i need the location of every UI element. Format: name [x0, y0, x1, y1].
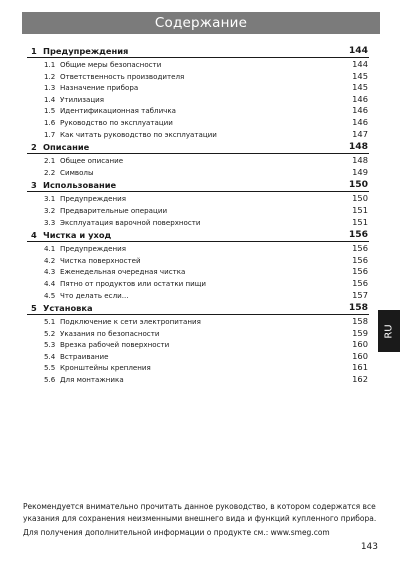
toc-entry[interactable] [27, 328, 369, 340]
toc-entry-title: Кронштейны крепления [60, 363, 151, 373]
toc-section-number: 4 [31, 230, 37, 241]
toc-entry-number: 1.4 [44, 94, 56, 104]
toc-entry-page: 160 [352, 339, 368, 350]
toc-entry-title-group [44, 351, 109, 363]
toc-section [27, 141, 369, 178]
toc-entry-title-group [44, 278, 206, 290]
toc-section-page: 156 [348, 229, 368, 241]
toc-entry-title-group [44, 339, 169, 351]
toc-entry-page: 147 [352, 128, 368, 139]
toc-entry-title: Предварительные операции [60, 205, 168, 215]
toc-entry-page: 157 [352, 289, 368, 300]
toc-entry[interactable] [27, 351, 369, 363]
toc-entry-title: Предупреждения [60, 194, 126, 204]
toc-entry-number: 1.3 [44, 83, 56, 93]
toc-section-page: 150 [348, 179, 368, 191]
toc-entry-title: Общее описание [60, 156, 124, 166]
toc-entry-title: Общие меры безопасности [60, 60, 162, 69]
toc-entry-title: Для монтажника [60, 375, 124, 385]
toc-entry-number: 4.4 [44, 278, 56, 288]
toc-entry-title: Идентификационная табличка [60, 106, 177, 116]
toc-entry[interactable] [27, 362, 369, 374]
toc-section [27, 302, 369, 386]
toc-entry-number: 5.6 [44, 375, 56, 385]
toc-entry[interactable] [27, 193, 369, 205]
toc-entry-title-group [44, 290, 128, 302]
toc-entry[interactable] [27, 316, 369, 328]
toc-section-heading[interactable] [27, 141, 369, 154]
toc-entry[interactable] [27, 205, 369, 217]
toc-entry-number: 1.1 [44, 60, 56, 69]
toc-entry[interactable] [27, 339, 369, 351]
toc-entry-title-group [44, 362, 151, 374]
toc-entry[interactable] [27, 290, 369, 302]
toc-entry-number: 3.2 [44, 205, 56, 215]
toc-entry-title-group [44, 266, 185, 278]
toc-entry-number: 1.7 [44, 129, 56, 139]
toc-entry-title: Указания по безопасности [60, 328, 160, 338]
toc-entry-page: 156 [352, 266, 368, 277]
toc-entry-page: 146 [352, 116, 368, 127]
toc-entry-title-group [44, 374, 124, 386]
toc-entry-page: 146 [352, 105, 368, 116]
toc-entry[interactable] [27, 266, 369, 278]
toc-entry-page: 162 [352, 374, 368, 385]
toc-section-title-group [31, 45, 128, 57]
toc-section-page: 144 [348, 45, 368, 56]
toc-entry-title-group [44, 59, 161, 71]
toc-entry[interactable] [27, 82, 369, 94]
toc-entry-page: 151 [352, 216, 368, 227]
toc-entry-title-group [44, 217, 201, 229]
language-tab [378, 310, 400, 352]
toc-entry-page: 156 [352, 254, 368, 265]
toc-entry-title: Еженедельная очередная чистка [60, 267, 186, 277]
toc-entry-number: 1.6 [44, 117, 56, 127]
toc-section-number: 2 [31, 142, 37, 153]
toc-entry-title-group [44, 328, 159, 340]
toc-section-heading[interactable] [27, 45, 369, 58]
toc-entry-number: 1.2 [44, 71, 56, 81]
toc-section-title: Чистка и уход [43, 230, 112, 241]
toc-section-title-group [31, 141, 89, 153]
toc-section-heading[interactable] [27, 229, 369, 242]
toc-entry-title: Как читать руководство по эксплуатации [60, 129, 217, 139]
toc-section-heading[interactable] [27, 302, 369, 315]
toc-entry-title: Руководство по эксплуатации [60, 117, 173, 127]
toc-section-title: Использование [43, 180, 117, 191]
toc-section-page: 158 [348, 302, 368, 314]
toc-section-title-group [31, 302, 93, 314]
toc-section-title: Описание [43, 142, 90, 153]
toc-entry[interactable] [27, 374, 369, 386]
language-tab-label: RU [383, 323, 395, 339]
toc-entry[interactable] [27, 94, 369, 106]
toc-entry-number: 1.5 [44, 106, 56, 116]
toc-entry-page: 158 [352, 316, 368, 327]
toc-entry-page: 161 [352, 362, 368, 373]
toc-section [27, 179, 369, 228]
toc-entry-title: Назначение прибора [60, 83, 139, 93]
toc-section-page: 148 [348, 141, 368, 153]
toc-entry-title: Чистка поверхностей [60, 255, 141, 265]
toc-entry-title-group [44, 94, 104, 106]
toc-entry-title: Встраивание [60, 351, 109, 361]
toc-entry-title: Что делать если... [60, 290, 129, 300]
toc-entry-title: Подключение к сети электропитания [60, 317, 201, 327]
toc-entry-page: 151 [352, 204, 368, 215]
toc-entry[interactable] [27, 167, 369, 179]
toc-entry[interactable] [27, 117, 369, 129]
toc-entry-page: 146 [352, 93, 368, 104]
toc-entry-title: Предупреждения [60, 244, 126, 254]
toc-section-title-group [31, 179, 116, 191]
page-title: Содержание [22, 12, 380, 34]
toc-entry-number: 5.4 [44, 351, 56, 361]
toc-entry-number: 5.3 [44, 340, 56, 350]
toc-entry-number: 4.3 [44, 267, 56, 277]
toc-entry-title: Утилизация [60, 94, 105, 104]
toc-entry-title: Врезка рабочей поверхности [60, 340, 170, 350]
toc-entry-page: 149 [352, 166, 368, 177]
toc-entry-page: 145 [352, 82, 368, 93]
toc-entry-title-group [44, 117, 173, 129]
toc-entry-number: 5.1 [44, 317, 56, 327]
toc-section-heading[interactable] [27, 179, 369, 192]
toc-entry-page: 145 [352, 70, 368, 81]
toc-entry-title-group [44, 82, 138, 94]
toc-entry-number: 4.5 [44, 290, 56, 300]
toc-entry-title-group [44, 205, 167, 217]
toc-entry[interactable] [27, 59, 369, 71]
toc-entry[interactable] [27, 255, 369, 267]
toc-entry-number: 5.5 [44, 363, 56, 373]
toc-section [27, 229, 369, 301]
toc-section-title: Предупреждения [43, 46, 129, 56]
toc-entry-number: 3.3 [44, 217, 56, 227]
toc-section-title: Установка [43, 303, 93, 314]
toc-entry-title-group [44, 167, 94, 179]
toc-entry-title: Символы [60, 167, 94, 177]
toc-entry-title: Эксплуатация варочной поверхности [60, 217, 201, 227]
toc-entry-title-group [44, 193, 126, 205]
toc-entry-title-group [44, 255, 141, 267]
footer-recommendation: Рекомендуется внимательно прочитать данное руководство, в котором содержатся все указания для сохранения неизменными внешнего вида и функций купленного прибора. [23, 502, 377, 523]
toc-entry-title-group [44, 129, 217, 141]
footer-info: Для получения дополнительной информации о продукте см.: www.smeg.com [23, 528, 330, 537]
toc-entry-page: 148 [352, 155, 368, 166]
toc-entry-title-group [44, 243, 126, 255]
toc-entry[interactable] [27, 217, 369, 229]
toc-entry[interactable] [27, 129, 369, 141]
toc-entry-number: 2.1 [44, 156, 56, 166]
toc-entry[interactable] [27, 105, 369, 117]
toc-entry-number: 4.1 [44, 244, 56, 254]
toc-section-title-group [31, 229, 111, 241]
toc-entry-number: 3.1 [44, 194, 56, 204]
toc-entry-number: 5.2 [44, 328, 56, 338]
toc-section [27, 45, 369, 140]
toc-entry-title-group [44, 71, 184, 83]
toc-section-number: 1 [31, 46, 37, 56]
toc-entry[interactable] [27, 278, 369, 290]
toc-entry[interactable] [27, 243, 369, 255]
toc-section-number: 3 [31, 180, 37, 191]
toc-entry[interactable] [27, 155, 369, 167]
toc-entry-number: 4.2 [44, 255, 56, 265]
toc-entry-title-group [44, 105, 176, 117]
toc-entry-title: Пятно от продуктов или остатки пищи [60, 278, 207, 288]
toc-entry-number: 2.2 [44, 167, 56, 177]
toc-entry-title: Ответственность производителя [60, 71, 185, 81]
table-of-contents [27, 45, 369, 386]
footer-note [23, 501, 383, 539]
toc-entry-title-group [44, 316, 201, 328]
toc-entry-page: 150 [352, 193, 368, 204]
toc-entry-page: 160 [352, 350, 368, 361]
toc-entry-title-group [44, 155, 123, 167]
toc-entry-page: 156 [352, 277, 368, 288]
toc-section-number: 5 [31, 303, 37, 314]
toc-entry-page: 144 [352, 59, 368, 69]
toc-entry-page: 159 [352, 327, 368, 338]
page-number: 143 [360, 542, 378, 552]
toc-entry[interactable] [27, 71, 369, 83]
toc-entry-page: 156 [352, 243, 368, 254]
